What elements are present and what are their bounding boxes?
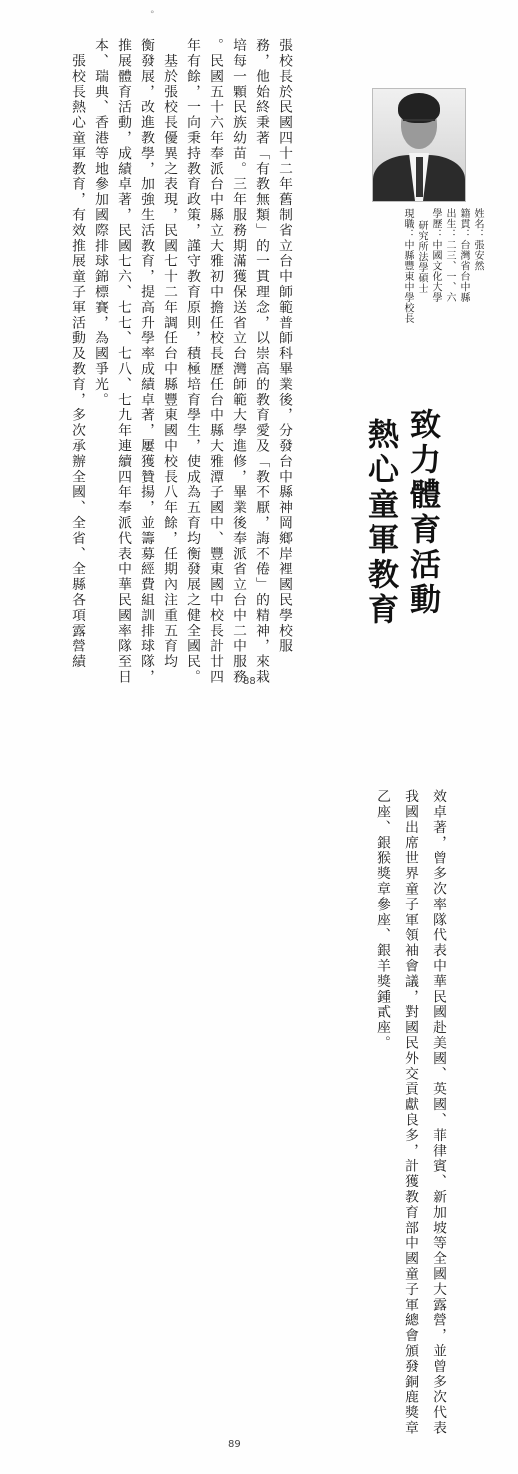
- page-number: 89: [228, 1439, 241, 1450]
- body-column-5: 年有餘，一向秉持教育政策，謹守教育原則，積極培育學生，使成為五育均衡發展之健全國民。: [184, 38, 200, 685]
- headline-line-2: 熱心童軍教育: [362, 418, 398, 628]
- profile-position: 現職：中縣豐東中學校長: [402, 208, 413, 324]
- headline-line-1: 致力體育活動: [404, 408, 440, 618]
- profile-degree: 研究所法學碩士: [416, 220, 427, 294]
- page-89: [0, 705, 518, 1474]
- body-column-3: 培每一顆民族幼苗。三年服務期滿獲保送省立台灣師範大學進修，畢業後奉派省立台中二中服務: [230, 38, 246, 685]
- body-column-7: 衡發展，改進教學，加強生活教育，提高升學率成績卓著，屢獲贊揚，並籌募經費組訓排球隊，: [138, 38, 154, 685]
- portrait-photo: [372, 88, 466, 202]
- body-column-2: 我國出席世界童子軍領袖會議，對國民外交貢獻良多，計獲教育部中國童子軍總會頒發銅鹿獎章: [402, 789, 418, 1436]
- body-column-4: 。民國五十六年奉派台中縣立大雅初中擔任校長歷任台中縣大雅潭子國中、豐東國中校長計廿四: [207, 38, 223, 685]
- body-column-9: 本、瑞典、香港等地參加國際排球錦標賽，為國爭光。: [92, 38, 108, 408]
- body-column-1: 張校長於民國四十二年舊制省立台中師範普師科畢業後，分發台中縣神岡鄉岸裡國民學校服: [276, 38, 292, 654]
- profile-birth: 出生：二三、一、六: [444, 208, 455, 303]
- profile-education: 學歷：中國文化大學: [430, 208, 441, 303]
- body-column-2: 務，他始終秉著「有教無類」的一貫理念，以崇高的教育愛及「教不厭，誨不倦」的精神，來栽: [253, 38, 269, 685]
- body-column-3: 乙座、銀猴獎章參座、銀羊獎鍾貳座。: [374, 789, 390, 1051]
- body-column-1: 效卓著，曾多次率隊代表中華民國赴美國、英國、菲律賓、新加坡等全國大露營，並曾多次代表: [430, 789, 446, 1436]
- body-column-10: 張校長熱心童軍教育，有效推展童子軍活動及教育，多次承辦全國、全省、全縣各項露營績: [69, 38, 85, 670]
- page-number: 88: [243, 676, 256, 687]
- body-column-8: 推展體育活動，成績卓著，民國七六、七七、七八、七九年連續四年奉派代表中華民國率隊至日: [115, 38, 131, 685]
- profile-name: 姓名：張安然: [472, 208, 483, 271]
- profile-origin: 籍貫：台灣省台中縣: [458, 208, 469, 303]
- page-88: [0, 0, 518, 705]
- body-column-6: 基於張校長優異之表現，民國七十二年調任台中縣豐東國中校長八年餘，任期內注重五育均: [161, 38, 177, 670]
- scan-mark: °: [150, 10, 155, 20]
